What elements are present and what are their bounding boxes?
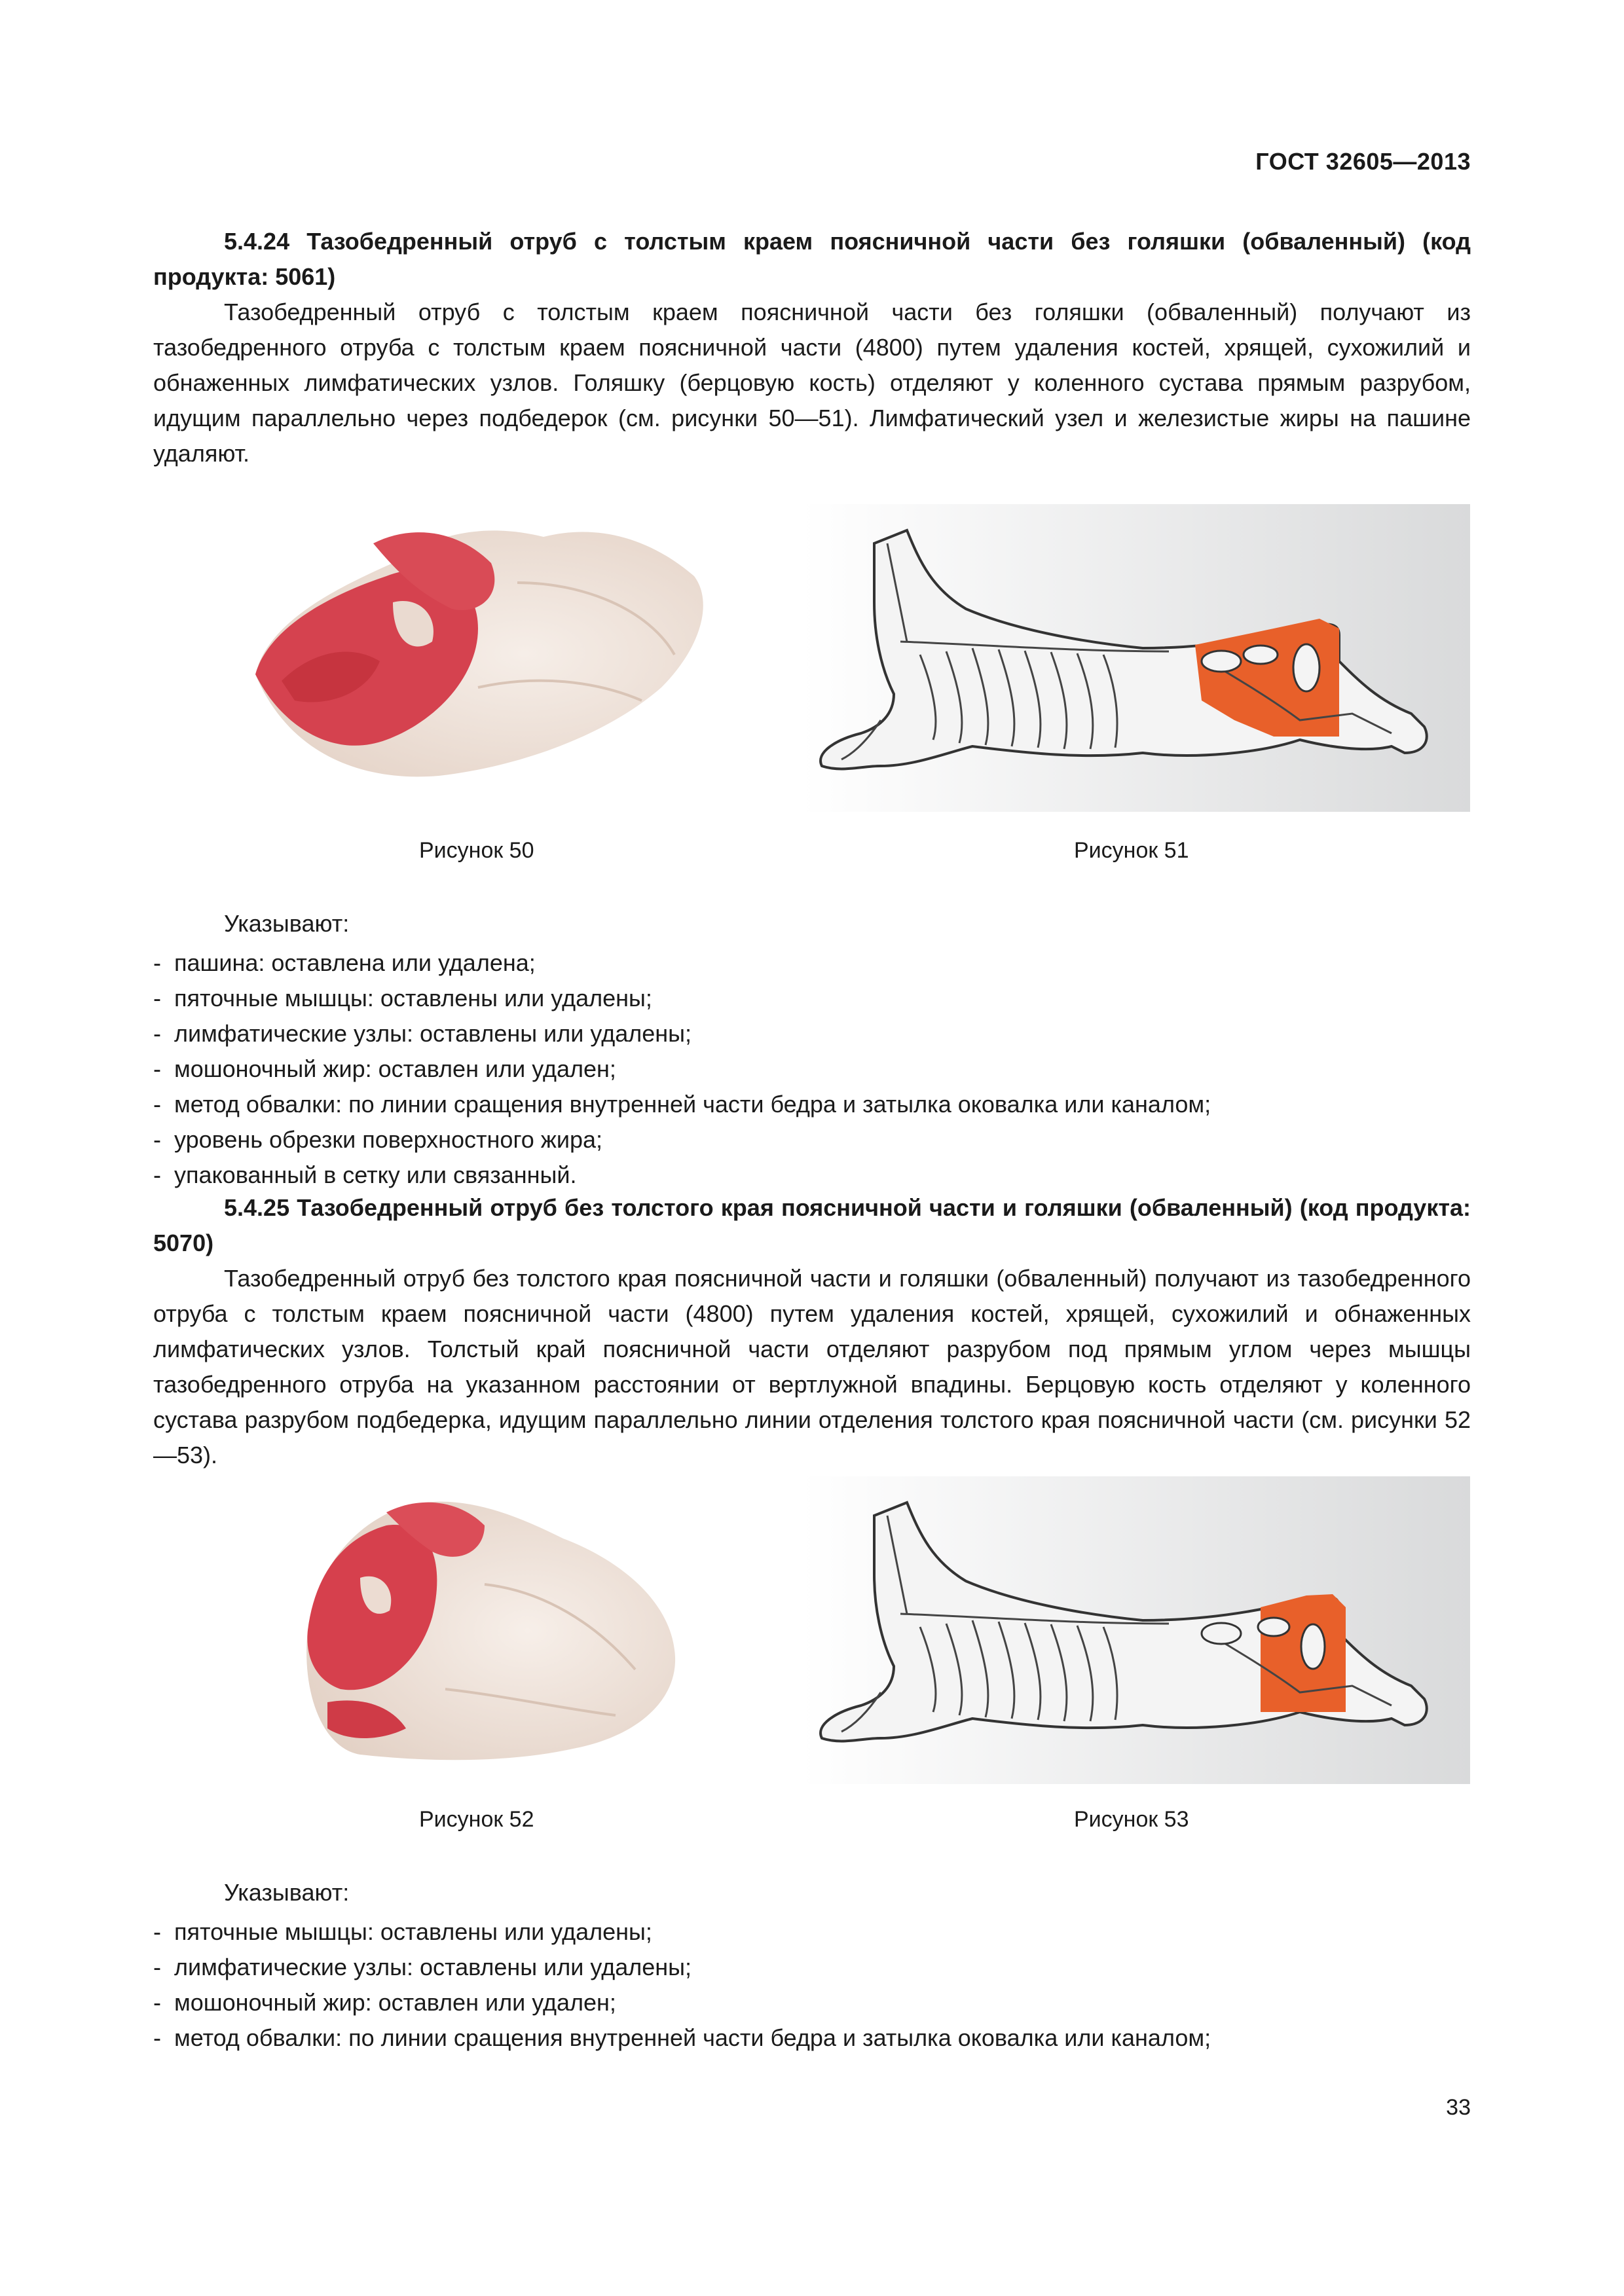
document-code: ГОСТ 32605—2013 (1255, 148, 1471, 175)
list-item: - упакованный в сетку или связанный. (153, 1157, 1471, 1193)
figure-53-caption: Рисунок 53 (1074, 1807, 1189, 1832)
list-item: - метод обвалки: по линии сращения внутренней части бедра и затылка оковалка или каналом; (153, 2020, 1471, 2056)
figure-52-caption: Рисунок 52 (419, 1807, 534, 1832)
figure-52-meat-photo (288, 1480, 694, 1768)
section-body-5-4-25: Тазобедренный отруб без толстого края поясничной части и голяшки (обваленный) получают из тазобедренного отруба с толстым краем поясничной части (4800) путем удаления костей, хрящей, сухожилий и обнаженных лимфатических узлов. Толстый край поясничной части отделяют разрубом под прямым углом через мышцы тазобедренного отруба на указанном расстоянии от вертлужной впадины. Берцовую кость отделяют у коленного сустава разрубом подбедерка, идущим параллельно линии отделения толстого края поясничной части (см. рисунки 52—53). (153, 1265, 1471, 1468)
list-item: - пашина: оставлена или удалена; (153, 945, 1471, 981)
list-item: - лимфатические узлы: оставлены или удалены; (153, 1950, 1471, 1985)
list-item: - метод обвалки: по линии сращения внутренней части бедра и затылка оковалка или каналом; (153, 1087, 1471, 1122)
figure-51-carcass-diagram (802, 504, 1470, 812)
specify-label-2: Указывают: (224, 1879, 350, 1906)
list-item: - мошоночный жир: оставлен или удален; (153, 1985, 1471, 2020)
figure-50-caption: Рисунок 50 (419, 838, 534, 863)
figure-50-meat-photo (242, 504, 714, 786)
figure-51-caption: Рисунок 51 (1074, 838, 1189, 863)
spec-list-2 (153, 1914, 1471, 2056)
list-item: - лимфатические узлы: оставлены или удалены; (153, 1016, 1471, 1051)
section-title-5-4-25: 5.4.25 Тазобедренный отруб без толстого края поясничной части и голяшки (обваленный) (код продукта: 5070) (153, 1194, 1471, 1256)
specify-label-1: Указывают: (224, 910, 350, 937)
list-item: - мошоночный жир: оставлен или удален; (153, 1051, 1471, 1087)
section-title-5-4-24: 5.4.24 Тазобедренный отруб с толстым краем поясничной части без голяшки (обваленный) (код продукта: 5061) (153, 228, 1471, 290)
spec-list-1 (153, 945, 1471, 1193)
list-item: - уровень обрезки поверхностного жира; (153, 1122, 1471, 1157)
list-item: - пяточные мышцы: оставлены или удалены; (153, 1914, 1471, 1950)
figure-53-carcass-diagram (802, 1476, 1470, 1784)
section-body-5-4-24: Тазобедренный отруб с толстым краем поясничной части без голяшки (обваленный) получают из тазобедренного отруба с толстым краем поясничной части (4800) путем удаления костей, хрящей, сухожилий и обнаженных лимфатических узлов. Голяшку (берцовую кость) отделяют у коленного сустава прямым разрубом, идущим параллельно через подбедерок (см. рисунки 50—51). Лимфатический узел и железистые жиры на пашине удаляют. (153, 299, 1471, 467)
list-item: - пяточные мышцы: оставлены или удалены; (153, 981, 1471, 1016)
page-number: 33 (1446, 2095, 1471, 2120)
